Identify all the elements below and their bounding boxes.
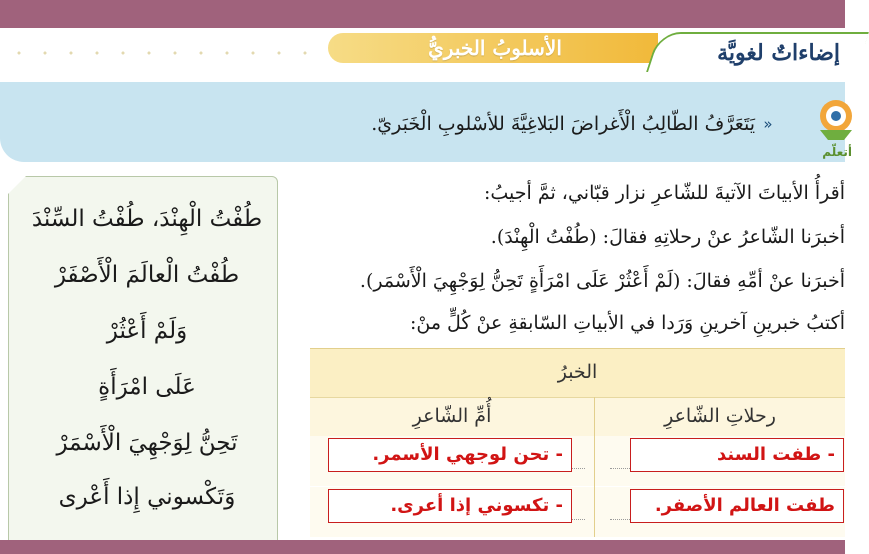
table-column-divider [594,397,595,537]
answer-field-travels-2[interactable]: طفت العالم الأصفر. [630,489,844,523]
top-frame-bar [0,0,845,28]
lesson-title: الأسلوبُ الخبريُّ [428,36,562,60]
learn-label: أتعلّم [822,145,852,159]
poem-line: وَتَكْسوني إِذا أَعْرى [58,484,236,510]
table-header: الخبرُ [557,361,598,383]
instruction-line: أكتبُ خبرينِ آخرينِ وَرَدا في الأبياتِ السّابقةِ عنْ كُلٍّ منْ: [409,312,845,334]
poem-line: عَلَى امْرَأَةٍ [98,374,196,400]
instruction-line: أخبرَنا عنْ أمِّهِ فقالَ: (لَمْ أَعْثُرْ عَلَى امْرَأَةٍ تَحِنُّ لِوَجْهِيَ الْأَسْمَر). [359,270,845,292]
column-header-travels: رحلاتِ الشّاعرِ [664,405,776,427]
poem-line: طُفْتُ الْهِنْدَ، طُفْتُ السِّنْدَ [31,206,263,232]
poem-panel [8,176,278,548]
column-header-mother: أُمِّ الشّاعرِ [412,405,492,427]
answer-field-travels-1[interactable]: - طفت السند [630,438,844,472]
instruction-line: أخبرَنا الشّاعرُ عنْ رحلاتِهِ فقالَ: (طُفْتُ الْهِنْدَ). [490,226,845,248]
instruction-line: أقرأُ الأبياتَ الآتيةَ للشّاعرِ نزار قبّاني، ثمَّ أجيبُ: [483,182,845,204]
poem-line: طُفْتُ الْعالَمَ الْأَصْفَرْ [54,262,240,288]
section-title: إضاءاتٌ لغويَّة [717,40,840,66]
bottom-frame-bar [0,540,845,554]
objective-text: يَتَعَرَّفُ الطّالِبُ الْأَغراضَ البَلاغِيَّةَ للأسْلوبِ الْخَبَريّ. [371,113,755,135]
answer-field-mother-2[interactable]: - تكسوني إذا أعرى. [328,489,572,523]
objective-bullet-icon: » [763,115,773,133]
poem-line: تَحِنُّ لِوَجْهِيَ الْأَسْمَرْ [56,430,238,456]
poem-line: وَلَمْ أَعْثُرْ [106,318,188,344]
poem-panel-corner-fold [8,176,26,194]
answer-field-mother-1[interactable]: - تحن لوجهي الأسمر. [328,438,572,472]
